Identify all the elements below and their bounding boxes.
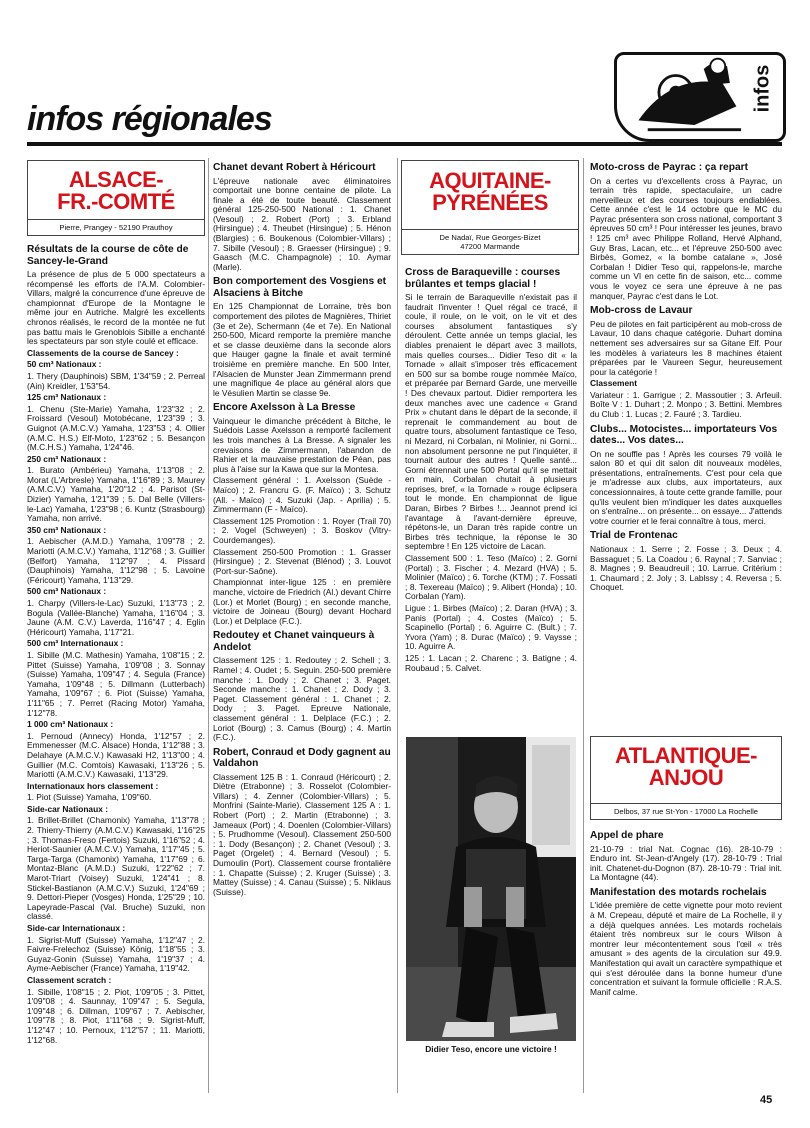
region-address: Pierre, Prangey - 52190 Prauthoy bbox=[28, 219, 204, 235]
article-heading: Cross de Baraqueville : courses brûlantes et temps glacial ! bbox=[405, 267, 561, 290]
region-line: ALSACE- bbox=[68, 167, 164, 192]
column-divider bbox=[208, 158, 209, 1093]
region-line: ATLANTIQUE- bbox=[615, 743, 757, 768]
column-divider bbox=[583, 158, 584, 1093]
results-subheading: 50 cm³ Nationaux : bbox=[27, 359, 102, 370]
address-line: 47200 Marmande bbox=[460, 242, 520, 251]
results-subheading: 500 cm³ Internationaux : bbox=[27, 638, 124, 649]
article-paragraph: 1. Chenu (Ste-Marie) Yamaha, 1'23"32 ; 2. Froissard (Vesoul) Motobécane, 1'23"39 ; 3. Guignot (A.M.C.V.) Yamaha, 1'23"53 ; 4. Ollier (A.M.C. H.S.) Elf-Moto, 1'23"62 ; 5. Besançon (M.C.H.S.) Yamaha, 1'24"46. bbox=[27, 403, 205, 453]
article-heading: Encore Axelsson à La Bresse bbox=[213, 402, 356, 414]
article-heading: Mob-cross de Lavaur bbox=[590, 305, 693, 317]
rider-photo-image bbox=[406, 737, 576, 1041]
article-heading: Trial de Frontenac bbox=[590, 530, 678, 542]
region-line: PYRÉNÉES bbox=[432, 190, 548, 215]
article-paragraph: 21-10-79 : trial Nat. Cognac (16). 28-10-79 : Enduro int. St-Jean-d'Angely (17). 28-10-79 : Trial init. Chatenet-du-Dognon (87). 28-10-79 : Trial init. La Montagne (44). bbox=[590, 843, 782, 883]
article-paragraph: Classement 125 : 1. Redoutey ; 2. Schell ; 3. Ramel ; 4. Oudet ; 5. Seguin. 250-500 première manche : 1. Dody ; 2. Chanet ; 3. Paget. Seconde manche : 1. Chanet ; 2. Dody ; 3. Paget. Classement général : 1. Chanet ; 2. Dody ; 3. Paget. Epreuve Nationale, classement général : 1. Delplace (F.C.) ; 2. Loriot (Bourg) ; 3. Camus (Bourg) ; 4. Martin (F.C.). bbox=[213, 655, 391, 743]
logo-word: infos bbox=[751, 64, 774, 113]
results-subheading: Classements de la course de Sancey : bbox=[27, 347, 179, 358]
article-paragraph: 1. Burato (Ambérieu) Yamaha, 1'13"08 ; 2. Morat (L'Arbresle) Yamaha, 1'16"89 ; 3. Maurey (A.M.C.V.) Yamaha, 1'20"12 ; 4. Parisot (St-Dizier) Yamaha, 1'21"39 ; 5. Dal Belle (Villers-le-Lac) Yamaha, 1'23"98 ; 6. Kuntz (Strasbourg) Yamaha, non arrivé. bbox=[27, 465, 205, 524]
article-heading: Appel de phare bbox=[590, 830, 664, 841]
article-heading: Résultats de la course de côte de Sancey-le-Grand bbox=[27, 244, 189, 267]
results-subheading: Classement scratch : bbox=[27, 974, 112, 985]
region-address bbox=[402, 229, 578, 254]
article-paragraph: On a certes vu d'excellents cross à Payrac, un terrain très rapide, spectaculaire, un cadre merveilleux et des courses toujours endiablées. Cette année c'est le 14 octobre que le MC du Payrac présentera son cross national, comportant 3 épreuves 50 cm³ ! Pour intéresser les jeunes, bravo ! 125 cm³ avec Philippe Rolland, Hervé Alphand, Guy Bras, Lacan, etc... et l'épreuve 250-500 avec Birbès, Gomez, « la bombe catalane », José Corbalan ! Didier Teso qui, rappelons-le, marche comme un VI en cette fin de saison, etc... comme vous le voyez ce sera une épreuve à ne pas manquer, Payrac c'est dans le Lot. bbox=[590, 175, 782, 301]
results-subheading: Classement bbox=[590, 378, 638, 389]
region-box-alsace bbox=[27, 160, 205, 236]
region-line: AQUITAINE- bbox=[429, 168, 551, 193]
article-paragraph: Ligue : 1. Birbes (Maïco) ; 2. Daran (HVA) ; 3. Panis (Portal) ; 4. Costes (Maïco) ; 5. Scapinello (Portal) ; 6. Aguirre C. (Bult.) ; 7. Yvora (Yam) ; 8. Durac (Maïco) ; 9. Vaysse ; 10. Aguirre A. bbox=[405, 603, 577, 652]
article-paragraph: 1. Aebischer (A.M.D.) Yamaha, 1'09"78 ; 2. Mariotti (A.M.C.V.) Yamaha, 1'12"68 ; 3. Guillier (Belfort) Yamaha, 1'12"97 ; 4. Pissard (Dauphinois) Yamaha, 1'12"98 ; 5. Lavoine (Féricourt) Yamaha, 1'13"29. bbox=[27, 536, 205, 585]
article-paragraph: L'idée première de cette vignette pour moto revient à M. Crepeau, député et maire de La Rochelle, il y a déjà quelques années. Les motards rochelais étaient très nombreux sur le cours Wilson à montrer leur mécontentement sous l'œil « très amusant » des agents de la circulation sur 49.9. Manifestation qui avait un caractère sympathique et qui s'est déroulée dans la bonne humeur d'une concentration et suivant la formule officielle : R.A.S. Manif calme. bbox=[590, 900, 782, 997]
column-aquitaine-2 bbox=[590, 158, 782, 595]
article-heading: Redoutey et Chanet vainqueurs à Andelot bbox=[213, 630, 375, 653]
article-paragraph: 1. Sibille, 1'08"15 ; 2. Piot, 1'09"05 ; 3. Pittet, 1'09"08 ; 4. Saunnay, 1'09"47 ; 5. Segula, 1'09"48 ; 6. Dillman, 1'09"67 ; 7. Aebischer, 1'09"78 ; 8. Piot, 1'11"68 ; 9. Sigrist-Muff, 1'12"47 ; 10. Pernoux, 1'12"57 ; 11. Mariotti, 1'12"68. bbox=[27, 986, 205, 1045]
region-line: ANJOU bbox=[648, 765, 724, 790]
results-subheading: 350 cm³ Nationaux : bbox=[27, 524, 107, 535]
article-paragraph: 1. Piot (Suisse) Yamaha, 1'09"60. bbox=[27, 792, 152, 803]
page-title: infos régionales bbox=[27, 100, 272, 138]
results-subheading: Internationaux hors classement : bbox=[27, 780, 159, 791]
column-divider bbox=[397, 158, 398, 1093]
article-paragraph: Variateur : 1. Garrigue ; 2. Massoutier ; 3. Arfeuil. Boîte V : 1. Duhart ; 2. Monpo ; 3. Bettini. Membres du Club : 1. Lucas ; 2. Fauré ; 3. Tardieu. bbox=[590, 389, 782, 420]
article-paragraph: Nationaux : 1. Serre ; 2. Fosse ; 3. Deux ; 4. Bassaguet ; 5. La Coadou ; 6. Raynal ; 7. Sanviac ; 8. Magnes ; 9. Beaudreuil ; 10. Larrue. Critérium : 1. Chaumard ; 2. Joly ; 3. Lablssy ; 4. Reversa ; 5. Choquet. bbox=[590, 543, 782, 593]
article-paragraph: Vainqueur le dimanche précédent à Bitche, le Suédois Lasse Axelsson a remporté facilement les trois manches à La Bresse. A signaler les crevaisons de Zimmermann, l'abandon de Rahier et la mauvaise prestation de Péan, pas plus à l'aise sur la Kawa que sur la Montesa. bbox=[213, 415, 391, 474]
photo-caption: Didier Teso, encore une victoire ! bbox=[425, 1044, 557, 1054]
article-paragraph: Classement 500 : 1. Teso (Maïco) ; 2. Gorni (Portal) ; 3. Fischer ; 4. Mezard (HVA) ; 5. Molinier (Maïco) ; 6. Torche (KTM) ; 7. Fossati ; 8. Texereau (Maïco) ; 9. Alibert (Honda) ; 10. Corbalan (Yam). bbox=[405, 553, 577, 602]
results-subheading: 250 cm³ Nationaux : bbox=[27, 453, 107, 464]
article-paragraph: L'épreuve nationale avec éliminatoires comportait une bonne centaine de pilote. La finale a été de toute beauté. Classement général 125-250-500 National : 1. Chanet (Vesoul) ; 2. Robert (Port) ; 3. Erbland (Hirsingue) ; 4. Theubet (Hirsingue) ; 5. Hénon (Blargies) ; 6. Boukenous (Colombier-Villars) ; 7. Sibille (Vesoul) ; 8. Graesser (Hirsingue) ; 9. Gaasch (M.C. Champagnole) ; 10. Aymar (Marle). bbox=[213, 175, 391, 272]
article-heading: Moto-cross de Payrac : ça repart bbox=[590, 162, 748, 173]
article-paragraph: 1. Brillet-Brillet (Chamonix) Yamaha, 1'13"78 ; 2. Thierry-Thierry (A.M.C.V.) Kawasaki, 1'16"25 ; 3. Thomas-Freso (Fertois) Suzuki, 1'16"52 ; 4. Heriot-Saunier (A.M.C.V.) Yamaha, 1'17"45 ; 5. Targa-Targa (Chamonix) Yamaha, 1'17"69 ; 6. Montaz-Blanc (A.M.D.) Suzuki, 1'22"62 ; 7. Marot-Triart (Voisey) Suzuki, 1'24"41 ; 8. Stickel-Bastianon (A.M.C.V.) Suzuki, 1'24"69 ; 9. Dettori-Pieper (Vosges) Honda, 1'25"29 ; 10. Lapeyrade-Pascal (Val. Bruche) Suzuki, non classé. bbox=[27, 815, 205, 922]
article-paragraph: Classement 250-500 Promotion : 1. Grasser (Hirsingue) ; 2. Stevenat (Blénod) ; 3. Louvot (Port-sur-Saône). bbox=[213, 546, 391, 576]
region-address: Delbos, 37 rue St-Yon - 17000 La Rochelle bbox=[591, 803, 781, 819]
article-heading: Robert, Conraud et Dody gagnent au Valdahon bbox=[213, 746, 391, 770]
region-name-atlantique bbox=[591, 737, 781, 789]
address-line: De Nadaï, Rue Georges-Bizet bbox=[439, 233, 541, 242]
article-paragraph: 1. Thery (Dauphinois) SBM, 1'34"59 ; 2. Perreal (Ain) Kreidler, 1'53"54. bbox=[27, 370, 205, 391]
article-paragraph: Championnat inter-ligue 125 : en première manche, victoire de Friedrich (Al.) devant Chirre (Lor.) et Morlet (Bourg) ; en seconde manche, victoire de Joineau (Bourg) devant Hochard (Lor.) et Delplace (F.C.). bbox=[213, 577, 391, 626]
article-heading: Chanet devant Robert à Héricourt bbox=[213, 162, 376, 173]
results-subheading: 500 cm³ Nationaux : bbox=[27, 586, 107, 597]
page-number: 45 bbox=[760, 1094, 773, 1106]
results-subheading: Side-car Internationaux : bbox=[27, 923, 126, 933]
article-heading: Manifestation des motards rochelais bbox=[590, 886, 767, 898]
article-paragraph: Classement général : 1. Axelsson (Suède - Maïco) ; 2. Francru G. (F. Maïco) ; 3. Schutz (All. - Maïco) ; 4. Suzuki (Jap. - Aprilia) ; 5. Zimmermann (F - Maïco). bbox=[213, 475, 391, 515]
article-paragraph: Classement 125 Promotion : 1. Royer (Trail 70) ; 2. Vogel (Schweyen) ; 3. Boskov (Vitry-Courdemanges). bbox=[213, 515, 391, 545]
article-paragraph: Classement 125 B : 1. Conraud (Héricourt) ; 2. Diètre (Etrabonne) ; 3. Rosselot (Colombier-Villars) ; 4. Zenner (Colombier-Villars) ; 5. Monfrini (Sainte-Marie). Classement 125 A : 1. Robert (Port) ; 2. Martin (Etrabonne) ; 3. Jameaux (Port) ; 4. Doenlen (Colombier-Villars) ; 5. Prudhomme (Vesoul). Classement 250-500 : 1. Dody (Besançon) ; 2. Chanet (Vesoul) ; 3. Paget (Orgelet) ; 4. Bernard (Vesoul) ; 5. Dumoulin (Port). Classement course frontalière : 1. Chapatte (Suisse) ; 2. Kruger (Suisse) ; 3. Mattey (Suisse) ; 4. Canau (Suisse) ; 5. Niklaus (Suisse). bbox=[213, 771, 391, 897]
results-subheading: 1 000 cm³ Nationaux : bbox=[27, 719, 114, 730]
column-atlantique bbox=[590, 826, 782, 999]
region-line: FR.-COMTÉ bbox=[57, 189, 175, 214]
rider-photo bbox=[406, 737, 576, 1041]
article-paragraph: 1. Sigrist-Muff (Suisse) Yamaha, 1'12"47 ; 2. Faivre-Frelechoz (Suisse) König, 1'18"55 ; 3. Guyaz-Gonin (Suisse) Yamaha, 1'19"37 ; 4. Ayme-Aebischer (France) Yamaha, 1'19"42. bbox=[27, 934, 205, 974]
results-subheading: Side-car Nationaux : bbox=[27, 803, 108, 814]
column-alsace-1 bbox=[27, 240, 205, 1047]
article-paragraph: En 125 Championnat de Lorraine, très bon comportement des pilotes de Magnières, Thiriet (3e et 2e), Schermann (4e et 7e). En National 250-500, Micard remporte la première manche et se classe deuxième dans la seconde alors que Hauger gagne la finale et avait terminé troisième en première manche. En 500 Inter, l'Alsacien de Munster Jean Zimmermann prend une magnifique 4e place au général alors que le Vésulien Martin se classe 9e. bbox=[213, 301, 391, 398]
article-paragraph: 1. Charpy (Villers-le-Lac) Suzuki, 1'13"73 ; 2. Bogula (Vallée-Blanche) Yamaha, 1'16"04 ; 3. Jaune (A.M. C.V.) Laverda, 1'16"47 ; 4. Eglin (Héricourt) Yamaha, 1'17"21. bbox=[27, 598, 205, 637]
article-paragraph: 1. Pernoud (Annecy) Honda, 1'12"57 ; 2. Emmenesser (M.C. Alsace) Honda, 1'12"88 ; 3. Delahaye (A.M.C.V.) Kawasaki H2, 1'13"00 ; 4. Guillier (M.C. Comtois) Kawasaki, 1'13"26 ; 5. Mariotti (A.M.C.V.) Kawasaki, 1'13"29. bbox=[27, 730, 205, 780]
title-rule bbox=[27, 142, 782, 146]
article-paragraph: La présence de plus de 5 000 spectateurs a récompensé les efforts de l'A.M. Colombier-Villars, malgré la concurrence d'une épreuve de championnat d'Europe de la Montagne le même jour en Autriche. Malgré les excellents chronos réalisés, le record de la montée ne fut pas battu mais le Grenoblois Sibille a enchanté les spectateurs par son style coulé et efficace. bbox=[27, 269, 205, 347]
article-paragraph: Peu de pilotes en fait participèrent au mob-cross de Lavaur, 10 dans chaque catégorie. Duhart domina nettement ses adversaires sur sa Gitane Elf. Pour les modèles à variateurs les 8 machines étaient préparées par le Vaureen Segur, heureusement pour la catégorie ! bbox=[590, 318, 782, 377]
results-subheading: 125 cm³ Nationaux : bbox=[27, 392, 107, 403]
column-alsace-2 bbox=[213, 158, 391, 899]
article-paragraph: 125 : 1. Lacan ; 2. Charenc ; 3. Batigne ; 4. Roubaud ; 5. Calvet. bbox=[405, 652, 577, 673]
article-paragraph: 1. Sibille (M.C. Mathesin) Yamaha, 1'08"15 ; 2. Pittet (Suisse) Yamaha, 1'09"08 ; 3. Sonnay (Suisse) Yamaha, 1'09"47 ; 4. Segula (France) Yamaha, 1'09"48 ; 5. Dillmann (Lutterbach) Yamaha, 1'09"67 ; 6. Piot (Suisse) Yamaha, 1'11"65 ; 7. Perret (Racing Motor) Yamaha, 1'12"78. bbox=[27, 649, 205, 718]
column-aquitaine bbox=[405, 263, 577, 675]
article-heading: Clubs... Motocistes... importateurs Vos dates... Vos dates... bbox=[590, 423, 778, 447]
infos-logo bbox=[614, 52, 786, 142]
region-name-aquitaine bbox=[402, 161, 578, 214]
article-paragraph: On ne souffle pas ! Après les courses 79 voilà le salon 80 et qui dit salon dit nouveaux modèles, présentations, entraînements. C'est pour cela que je m'adresse aux clubs, aux importateurs, aux concessionnaires, à toute cette grande famille, pour qu'ils veulent bien m'indiquer les dates auxquelles on s'entraîne... on présente... on essaye... J'attends votre courrier et le ferai connaître à tous, merci. bbox=[590, 448, 782, 526]
article-heading: Bon comportement des Vosgiens et Alsaciens à Bitche bbox=[213, 276, 387, 299]
article-paragraph: Si le terrain de Baraqueville n'existait pas il faudrait l'inventer ! Quel régal ce tracé, il coule, il roule, on le voit, on le vit et des courses absolument fantastiques s'y déroulent. Cette année un temps glacial, les diables prenaient le départ avec 3 maillots, mais quelles courses... Didier Teso dit « la Tornade » allait s'imposer très efficacement en 500 sur sa bombe rouge nommée Maïco, et préparée par Bernard Garde, une merveille ! Des chevaux partout. Didier remportera les deux manches avec une cadence « Grand Prix » chutant dans le départ de la seconde, il reprenait le commandement au bout de quatre tours, absolument fantastique ce Teso, ni Mezard, ni Corbalan, ni Molinier, ni Gorni... non absolument personne ne put l'inquiéter, il tournait autour des autres ! Quelle santé... Gorni étrennait une 500 Portal qu'il se mettait en main, Corbalan chutait à plusieurs reprises, bref, « la Tornade » rouge éclipsera tout le monde. En championnat de ligue Daran, Birbes ? Birbes !... Jeannot prend ici l'avantage à l'avant-dernière épreuve, répétons-le, un Daran très rapide contre un Birbes très technique, la réponse le 30 septembre ! En 125 victoire de Lacan. bbox=[405, 292, 577, 552]
region-box-aquitaine bbox=[401, 160, 579, 255]
region-box-atlantique bbox=[590, 736, 782, 820]
region-name-alsace bbox=[28, 161, 204, 213]
